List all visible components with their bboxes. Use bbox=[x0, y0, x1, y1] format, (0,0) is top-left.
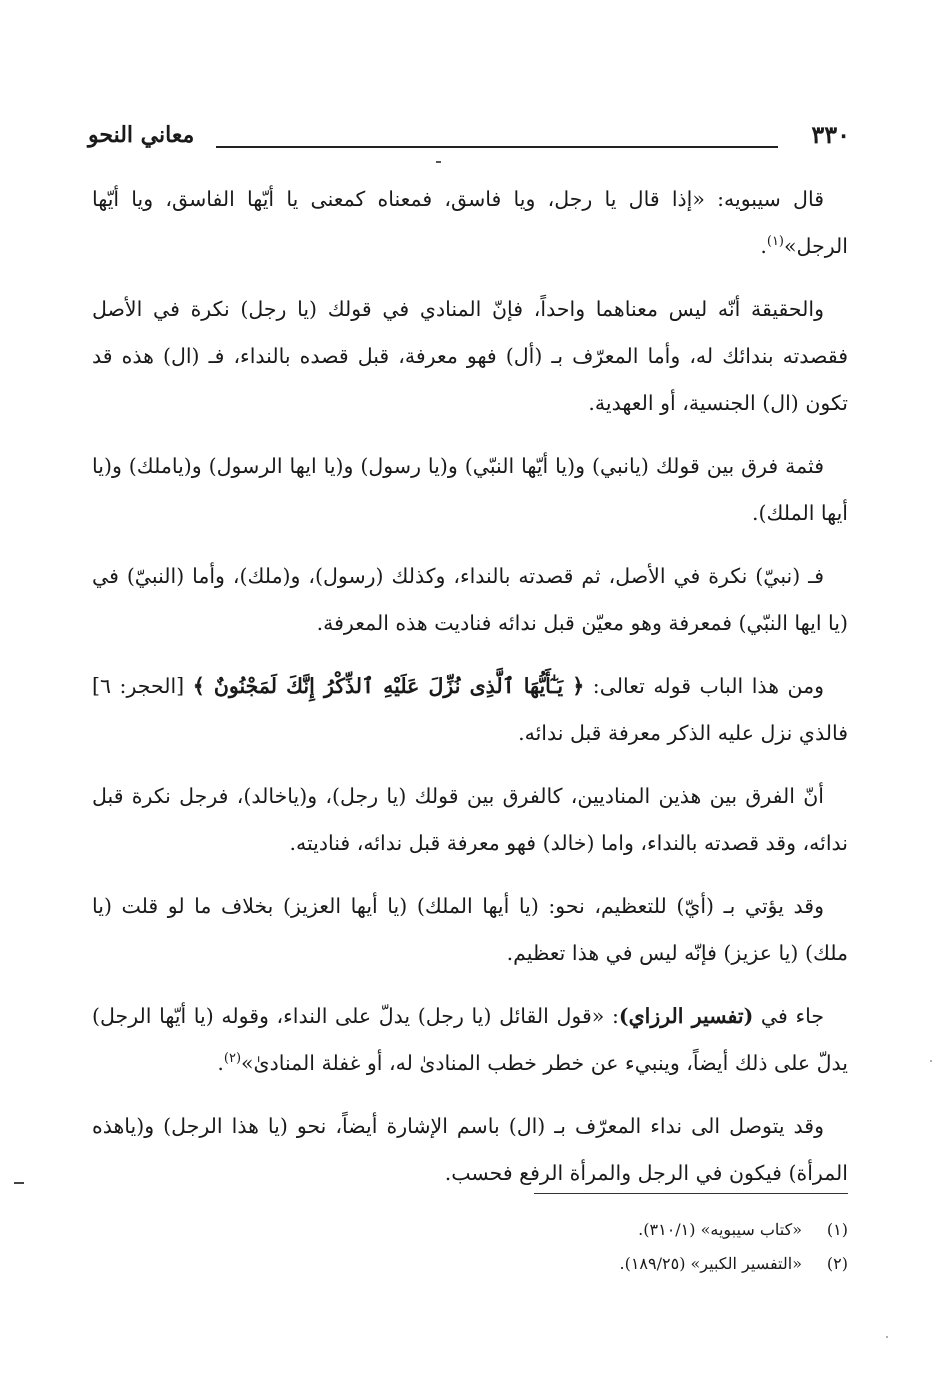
footnotes bbox=[248, 1213, 848, 1281]
print-mark bbox=[436, 161, 441, 163]
paragraph-text: قال سيبويه: «إذا قال يا رجل، ويا فاسق، فمعناه كمعنى يا أيّها الفاسق، ويا أيّها الرجل» bbox=[92, 187, 848, 258]
footnote-number: (١) bbox=[826, 1220, 848, 1239]
main-text bbox=[92, 176, 848, 1213]
paragraph-text-end: . bbox=[760, 234, 767, 258]
footnote-text: «التفسير الكبير» (١٨٩/٢٥). bbox=[619, 1254, 802, 1273]
paragraph-6: أنّ الفرق بين هذين المناديين، كالفرق بين قولك (يا رجل)، و(ياخالد)، فرجل نكرة قبل ندائه، وقد قصدته بالنداء، واما (خالد) فهو معرفة قبل ندائه، فناديته. bbox=[92, 784, 848, 855]
footnote-text: «كتاب سيبويه» (٣١٠/١). bbox=[638, 1220, 802, 1239]
footnote-2 bbox=[248, 1247, 848, 1281]
margin-mark bbox=[14, 1182, 24, 1184]
page-number: ٣٣٠ bbox=[811, 120, 850, 149]
quran-verse: ﴿ يَـٰٓأَيُّهَا ٱلَّذِى نُزِّلَ عَلَيْهِ ٱلذِّكْرُ إِنَّكَ لَمَجْنُونٌ ﴾ bbox=[192, 674, 585, 698]
footnote-separator bbox=[534, 1193, 848, 1194]
scan-speck bbox=[886, 1336, 888, 1338]
header-rule bbox=[216, 146, 778, 148]
paragraph-text-end: [الحجر: ٦] فالذي نزل عليه الذكر معرفة قبل ندائه. bbox=[92, 674, 848, 745]
paragraph-text: ومن هذا الباب قوله تعالى: bbox=[584, 674, 825, 698]
footnote-ref-2: (٢) bbox=[223, 1051, 242, 1067]
footnote-number: (٢) bbox=[826, 1254, 848, 1273]
cited-work-title: (تفسير الرزاي) bbox=[618, 1004, 754, 1028]
paragraph-1 bbox=[92, 176, 848, 270]
paragraph-7: وقد يؤتي بـ (أيّ) للتعظيم، نحو: (يا أيها الملك) (يا أيها العزيز) بخلاف ما لو قلت (يا ملك) (يا عزيز) فإنّه ليس في هذا تعظيم. bbox=[92, 894, 848, 965]
page-header bbox=[88, 120, 850, 160]
running-title: معاني النحو bbox=[88, 122, 195, 148]
paragraph-3: فثمة فرق بين قولك (يانبي) و(يا أيّها النبّي) و(يا رسول) و(يا ايها الرسول) و(ياملك) و(يا أيها الملك). bbox=[92, 454, 848, 525]
quoted-text: : «قول القائل (يا رجل) يدلّ على النداء، وقوله (يا أيّها الرجل) يدلّ على ذلك أيضاً، وينبيء عن خطر خطب المنادىٰ له، أو غفلة المنادىٰ» bbox=[92, 1004, 848, 1075]
paragraph-5 bbox=[92, 663, 848, 757]
paragraph-2: والحقيقة أنّه ليس معناهما واحداً، فإنّ المنادي في قولك (يا رجل) نكرة في الأصل فقصدته بندائك له، وأما المعرّف بـ (أل) فهو معرفة، قبل قصده بالنداء، فـ (ال) هذه قد تكون (ال) الجنسية، أو العهدية. bbox=[92, 297, 848, 415]
scan-speck bbox=[930, 1060, 932, 1062]
paragraph-8 bbox=[92, 993, 848, 1087]
footnote-1 bbox=[248, 1213, 848, 1247]
paragraph-text-end: . bbox=[217, 1051, 224, 1075]
paragraph-4: فـ (نبيّ) نكرة في الأصل، ثم قصدته بالنداء، وكذلك (رسول)، و(ملك)، وأما (النبيّ) في (يا ايها النبّي) فمعرفة وهو معيّن قبل ندائه فناديت هذه المعرفة. bbox=[92, 564, 848, 635]
paragraph-9: وقد يتوصل الى نداء المعرّف بـ (ال) باسم الإشارة أيضاً، نحو (يا هذا الرجل) و(ياهذه المرأة) فيكون في الرجل والمرأة الرفع فحسب. bbox=[92, 1114, 848, 1185]
paragraph-text: جاء في bbox=[753, 1004, 825, 1028]
footnote-ref-1: (١) bbox=[766, 234, 784, 250]
